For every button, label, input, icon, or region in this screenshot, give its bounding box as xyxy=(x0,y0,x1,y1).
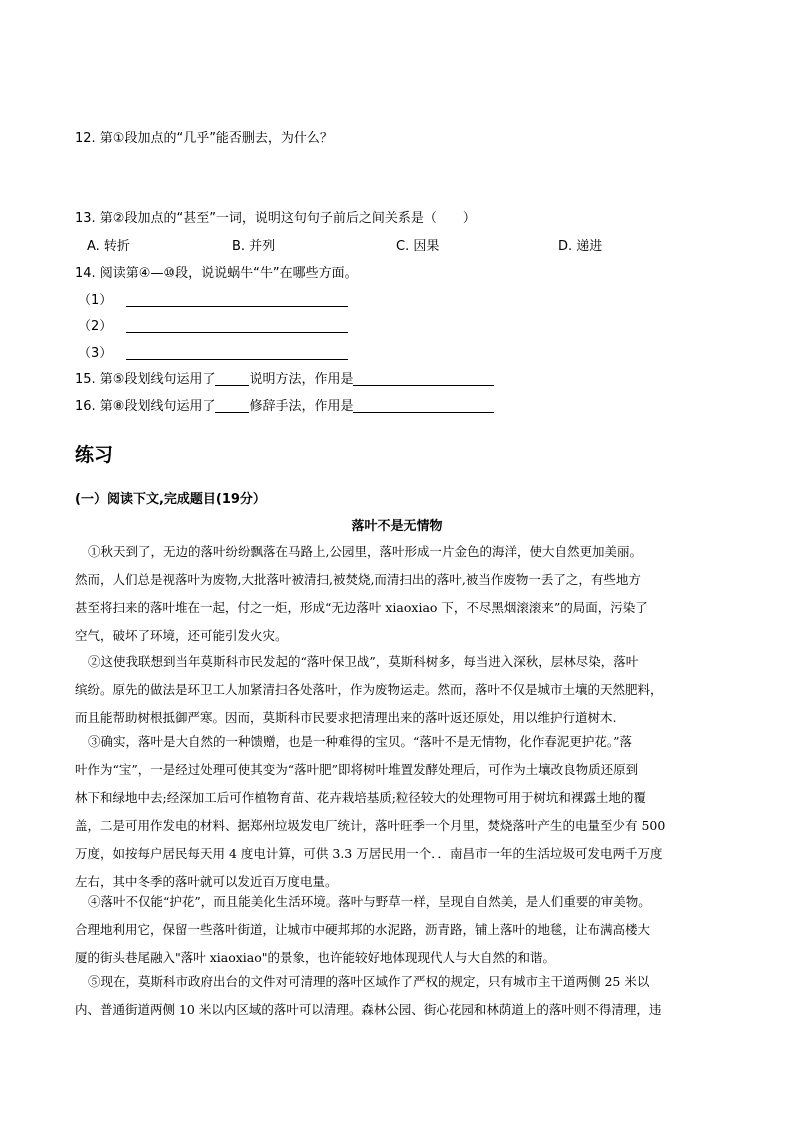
line: 厦的街头巷尾融入"落叶 xiaoxiao"的景象，也许能较好地体现现代人与大自然的和谐。 xyxy=(75,950,556,965)
part-heading: (一）阅读下文,完成题目(19分） xyxy=(75,492,266,507)
line: ⑤现在，莫斯科市政府出台的文件对可清理的落叶区域作了严权的规定，只有城市主干道两侧 25 米以 xyxy=(88,974,650,989)
line: 叶作为“宝”，一是经过处理可使其变为“落叶肥”即将树叶堆置发酵处理后，可作为土壤改良物质还原到 xyxy=(75,762,639,777)
question-16-blank-1[interactable] xyxy=(215,398,249,413)
line: ①秋天到了，无边的落叶纷纷飘落在马路上,公园里，落叶形成一片金色的海洋，使大自然更加美丽。 xyxy=(88,544,642,559)
question-15-part-b: 说明方法，作用是 xyxy=(249,372,354,387)
question-13: 13. 第②段加点的“甚至”一词，说明这句句子前后之间关系是（ ） xyxy=(75,211,476,226)
line: ④落叶不仅能“护花”，而且能美化生活环境。落叶与野草一样，呈现自自然美，是人们重要的审美物。 xyxy=(88,894,651,909)
line: 空气，破坏了环境，还可能引发火灾。 xyxy=(75,628,288,643)
answer-line-2[interactable] xyxy=(78,318,348,336)
question-16-part-a: 16. 第⑧段划线句运用了 xyxy=(75,399,216,414)
answer-blank-2[interactable] xyxy=(126,318,348,333)
line: 林下和绿地中去;经深加工后可作植物育苗、花卉栽培基质;粒径较大的处理物可用于树坑和裸露土地的覆 xyxy=(75,790,646,805)
answer-line-1[interactable] xyxy=(78,292,348,310)
option-d[interactable]: D. 递进 xyxy=(558,239,603,254)
line: 甚至将扫来的落叶堆在一起，付之一炬，形成“无边落叶 xiaoxiao 下，不尽黑烟滚滚来”的局面，污染了 xyxy=(75,600,648,615)
answer-label-1: （1） xyxy=(78,293,113,308)
answer-label-2: （2） xyxy=(78,319,113,334)
option-a[interactable]: A. 转折 xyxy=(87,239,130,254)
line: ③确实，落叶是大自然的一种馈赠，也是一种难得的宝贝。“落叶不是无情物，化作春泥更护花。”落 xyxy=(88,734,633,749)
question-15-blank-1[interactable] xyxy=(215,371,249,386)
answer-blank-1[interactable] xyxy=(126,292,348,307)
paragraph-1 xyxy=(75,538,718,650)
line: 左右，其中冬季的落叶就可以发近百万度电量。 xyxy=(75,874,338,889)
question-15-blank-2[interactable] xyxy=(353,371,494,386)
line: 然而，人们总是视落叶为废物,大批落叶被清扫,被焚烧,而清扫出的落叶,被当作废物一丢了之，有些地方 xyxy=(75,572,641,587)
option-c[interactable]: C. 因果 xyxy=(396,239,440,254)
line: 内、普通街道两侧 10 米以内区域的落叶可以清理。森林公园、街心花园和林荫道上的落叶则不得清理，违 xyxy=(75,1002,662,1017)
paragraph-2 xyxy=(75,648,718,732)
article-title: 落叶不是无情物 xyxy=(351,519,443,534)
paragraph-4 xyxy=(75,888,718,972)
line: 万度，如按每户居民每天用 4 度电计算，可供 3.3 万居民用一个．．南昌市一年的生活垃圾可发电两千万度 xyxy=(75,846,663,861)
line: 盖，二是可用作发电的材料、据郑州垃圾发电厂统计，落叶旺季一个月里，焚烧落叶产生的电量至少有 500 xyxy=(75,818,666,833)
question-15 xyxy=(75,371,494,389)
section-heading: 练习 xyxy=(75,444,114,466)
question-15-part-a: 15. 第⑤段划线句运用了 xyxy=(75,372,216,387)
paragraph-3 xyxy=(75,728,718,896)
paragraph-5 xyxy=(75,968,718,1024)
question-16-blank-2[interactable] xyxy=(353,398,494,413)
answer-blank-3[interactable] xyxy=(126,345,348,360)
answer-line-3[interactable] xyxy=(78,345,348,363)
question-16-part-b: 修辞手法，作用是 xyxy=(249,399,354,414)
option-b[interactable]: B. 并列 xyxy=(232,239,276,254)
answer-label-3: （3） xyxy=(78,346,113,361)
line: ②这使我联想到当年莫斯科市民发起的“落叶保卫战”，莫斯科树多，每当进入深秋，层林尽染，落叶 xyxy=(88,654,639,669)
line: 合理地利用它，保留一些落叶街道，让城市中硬邦邦的水泥路，沥青路，铺上落叶的地毯，让布满高楼大 xyxy=(75,922,651,937)
line: 而且能帮助树根抵御严寒。因而，莫斯科市民要求把清理出来的落叶返还原处，用以维护行道树木. xyxy=(75,710,617,725)
question-14: 14. 阅读第④—⑩段，说说蜗牛“牛”在哪些方面。 xyxy=(75,266,358,281)
question-12: 12. 第①段加点的“几乎”能否删去，为什么？ xyxy=(75,131,333,146)
line: 缤纷。原先的做法是环卫工人加紧清扫各处落叶，作为废物运走。然而，落叶不仅是城市土壤的天然肥料， xyxy=(75,682,663,697)
question-16 xyxy=(75,398,494,416)
